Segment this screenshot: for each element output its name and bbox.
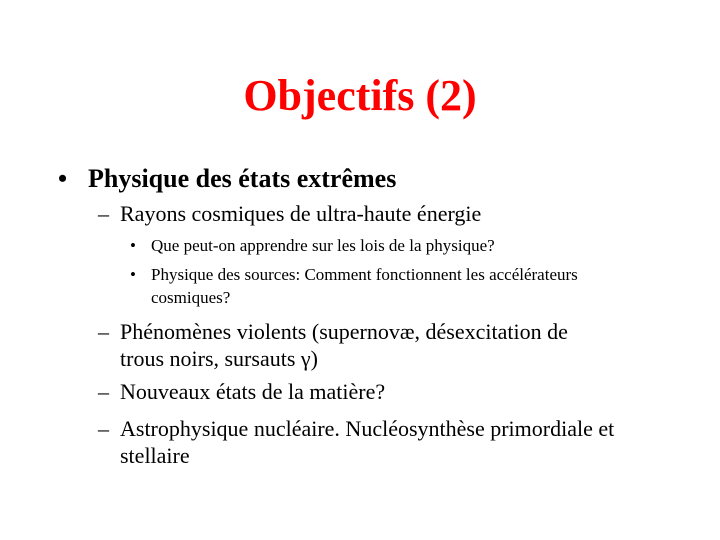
sub-item-sources-line2: cosmiques? [151,288,231,307]
dash-marker: – [98,416,109,441]
bullet-physique-extremes: Physique des états extrêmes [88,164,397,193]
item-astrophysique-line1: Astrophysique nucléaire. Nucléosynthèse primordiale et [120,416,615,441]
sub-bullet-marker: • [130,265,136,284]
item-phenomenes-line1: Phénomènes violents (supernovæ, désexcitation de [120,319,568,344]
sub-item-lois-physique: Que peut-on apprendre sur les lois de la physique? [151,236,495,255]
item-astrophysique-line2: stellaire [120,443,190,468]
item-rayons-cosmiques: Rayons cosmiques de ultra-haute énergie [120,201,482,226]
dash-marker: – [98,201,109,226]
dash-marker: – [98,379,109,404]
slide-title: Objectifs (2) [243,71,477,120]
bullet-marker: • [58,164,68,193]
sub-item-sources-line1: Physique des sources: Comment fonctionnent les accélérateurs [151,265,578,284]
dash-marker: – [98,319,109,344]
sub-bullet-marker: • [130,236,136,255]
item-nouveaux-etats: Nouveaux états de la matière? [120,379,386,404]
item-phenomenes-line2: trous noirs, sursauts γ) [120,346,318,371]
